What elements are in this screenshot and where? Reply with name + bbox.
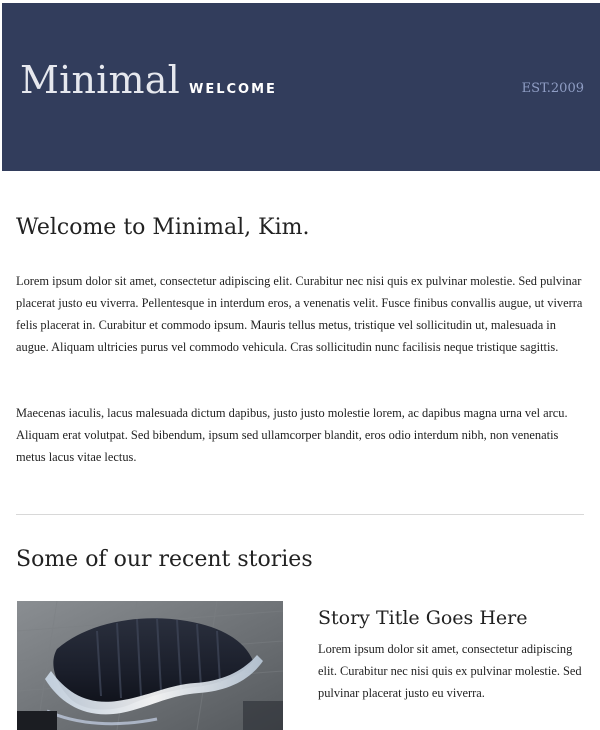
story-title[interactable]: Story Title Goes Here — [318, 607, 528, 629]
stories-heading: Some of our recent stories — [16, 547, 313, 572]
header-tagline: WELCOME — [189, 82, 277, 97]
brand-logo: Minimal — [20, 58, 180, 102]
intro-paragraph-1: Lorem ipsum dolor sit amet, consectetur adipiscing elit. Curabitur nec nisi quis ex pulvinar molestie. Sed pulvinar placerat justo eu viverra. Pellentesque in interdum eros, a venenatis velit. Fusce finibus convallis augue, ut viverra felis placerat in. Curabitur et commodo ipsum. Mauris tellus metus, tristique vel sollicitudin ut, malesuada in augue. Aliquam ultricies purus vel commodo vehicula. Cras sollicitudin nunc facilisis neque tristique sagittis. — [16, 274, 583, 354]
welcome-title: Welcome to Minimal, Kim. — [16, 215, 310, 240]
established-label: EST.2009 — [521, 81, 584, 96]
story-excerpt: Lorem ipsum dolor sit amet, consectetur adipiscing elit. Curabitur nec nisi quis ex pulvinar molestie. Sed pulvinar placerat justo eu viverra. — [318, 642, 582, 700]
story-image-graphic — [17, 601, 283, 730]
section-divider — [16, 514, 584, 515]
intro-paragraph-2: Maecenas iaculis, lacus malesuada dictum dapibus, justo justo molestie lorem, ac dapibus magna urna vel arcu. Aliquam erat volutpat. Sed bibendum, ipsum sed ullamcorper blandit, eros odio interdum nibh, non venenatis metus lacus vitae lectus. — [16, 406, 568, 464]
story-image[interactable] — [17, 601, 283, 730]
email-header — [2, 3, 600, 171]
